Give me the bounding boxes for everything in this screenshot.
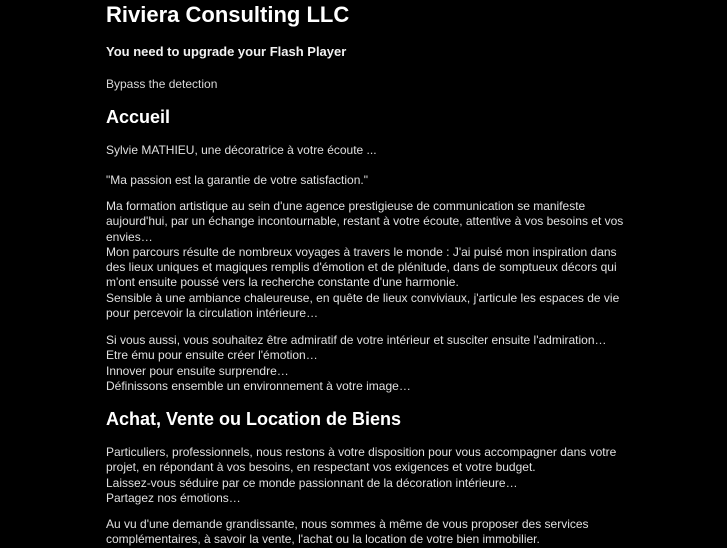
section-heading-accueil: Accueil — [106, 107, 171, 127]
section-heading-achat-vente: Achat, Vente ou Location de Biens — [106, 409, 402, 429]
paragraph-invitation: Si vous aussi, vous souhaitez être admiratif de votre intérieur et susciter ensuite l'admiration… Etre ému pour ensuite créer l'émotion… Innover pour ensuite surprendre… Définissons ensemble un environnement à votre image… — [106, 333, 607, 393]
flash-upgrade-notice: You need to upgrade your Flash Player — [106, 44, 347, 59]
paragraph-formation: Ma formation artistique au sein d'une agence prestigieuse de communication se manifeste aujourd'hui, par un échange incontournable, restant à votre écoute, attentive à vos besoins et vos envies… Mon parcours résulte de nombreux voyages à travers le monde : J'ai puisé mon inspiration dans des lieux uniques et magiques remplis d'émotion et de plénitude, dans de somptueux décors qui m'ont ensuite poussé vers la recherche constante d'une harmonie. Sensible à une ambiance chaleureuse, en quête de lieux conviviaux, j'articule les espaces de vie pour percevoir la circulation intérieure… — [106, 199, 624, 321]
paragraph-particuliers: Particuliers, professionnels, nous restons à votre disposition pour vous accompagner dans votre projet, en répondant à vos besoins, en respectant vos exigences et votre budget. Laissez-vous séduire par ce monde passionnant de la décoration intérieure… Partagez nos émotions… — [106, 445, 617, 505]
bypass-detection-link[interactable]: Bypass the detection — [106, 77, 218, 91]
paragraph-intro: Sylvie MATHIEU, une décoratrice à votre écoute ... — [106, 143, 377, 157]
paragraph-quote: "Ma passion est la garantie de votre satisfaction." — [106, 173, 368, 187]
site-title: Riviera Consulting LLC — [106, 2, 350, 27]
paragraph-services: Au vu d'une demande grandissante, nous sommes à même de vous proposer des services complémentaires, à savoir la vente, l'achat ou la location de votre bien immobilier. — [106, 517, 589, 547]
